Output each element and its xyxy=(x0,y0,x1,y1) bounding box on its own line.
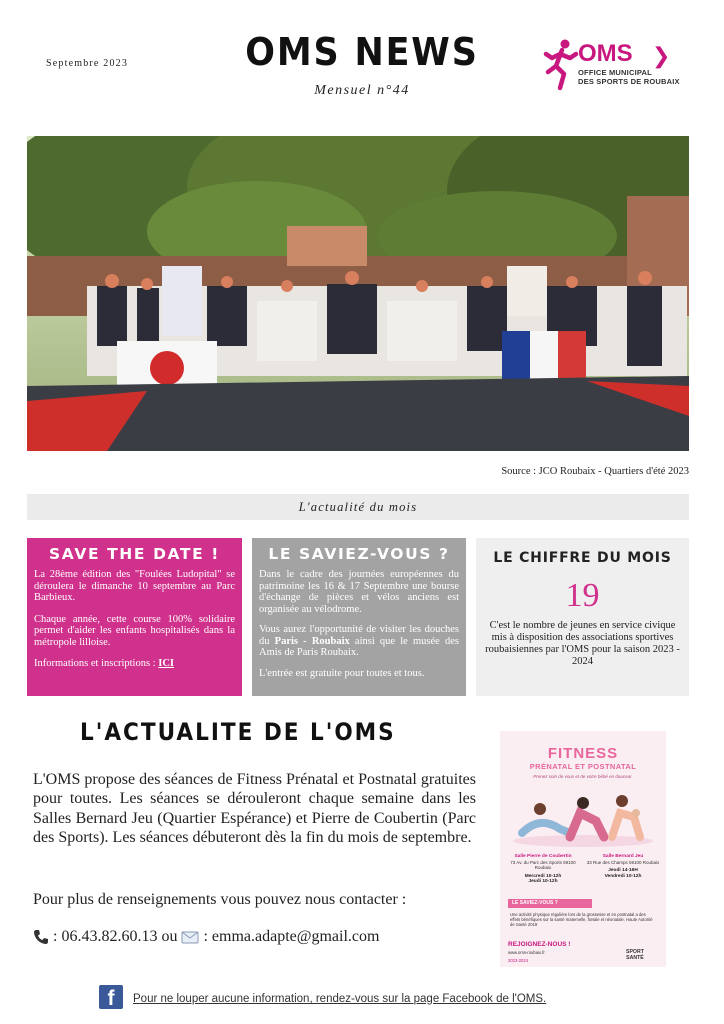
email-address[interactable]: : emma.adapte@gmail.com xyxy=(203,928,380,945)
poster-text: Une activité physique régulière lors de la grossesse et en postnatal a des effets bénéfiques sur la santé maternelle, fœtale et néonatale. Haute Autorité de Santé 2019 xyxy=(510,912,653,928)
chiffre-number: 19 xyxy=(565,577,600,614)
group-photo xyxy=(27,136,689,451)
save-the-date-heading: SAVE THE DATE ! xyxy=(49,545,220,563)
poster-subtitle: PRÉNATAL ET POSTNATAL xyxy=(529,762,637,771)
actualite-title: L'ACTUALITE DE L'OMS xyxy=(80,718,396,746)
facebook-icon[interactable]: f xyxy=(99,985,123,1009)
oms-logo[interactable] xyxy=(542,38,692,96)
poster-join: REJOIGNEZ-NOUS ! xyxy=(508,941,571,948)
envelope-icon xyxy=(181,930,199,944)
le-saviez-vous-text-2: Vous aurez l'opportunité de visiter les douches du Paris - Roubaix ainsi que le musée des Amis de Paris Roubaix. xyxy=(259,624,459,658)
save-the-date-box xyxy=(27,538,242,696)
issue-number: Mensuel n°44 xyxy=(314,83,410,98)
save-the-date-text-2: Chaque année, cette course 100% solidaire permet d'aider les enfants hospitalisés dans la métropole lilloise. xyxy=(34,613,235,648)
save-the-date-text-1: La 28ème édition des "Foulées Ludopital" se déroulera le dimanche 10 septembre au Parc Barbieux. xyxy=(34,569,235,603)
le-saviez-vous-text-3: L'entrée est gratuite pour toutes et tous. xyxy=(259,667,425,679)
ici-link[interactable]: ICI xyxy=(158,658,174,669)
le-saviez-vous-text-1: Dans le cadre des journées européennes du patrimoine les 16 & 17 Septembre une bourse d'échange de pièces et vélos anciens est organisée au vélodrome. xyxy=(259,569,459,615)
logo-text: OMS xyxy=(578,40,633,67)
chiffre-description: C'est le nombre de jeunes en service civique mis à disposition des associations sportives roubaisiennes par l'OMS pour la saison 2023 - 2024 xyxy=(485,620,680,667)
phone-icon xyxy=(33,929,49,945)
issue-date: Septembre 2023 xyxy=(46,58,129,69)
phone-number[interactable]: : 06.43.82.60.13 ou xyxy=(53,928,178,945)
poster-url: www.oms-roubaix.fr xyxy=(508,950,545,955)
le-saviez-vous-heading: LE SAVIEZ-VOUS ? xyxy=(268,545,450,563)
actualite-paragraph: L'OMS propose des séances de Fitness Prénatal et Postnatal gratuites pour toutes. Les séances se dérouleront chaque semaine dans les Salles Bernard Jeu (Quartier Espérance) et Pierre de Coubertin (Parc des Sports). Les séances débuteront dès la fin du mois de septembre. xyxy=(33,771,476,847)
chiffre-heading: LE CHIFFRE DU MOIS xyxy=(493,550,672,566)
newsletter-title: OMS NEWS xyxy=(245,30,479,74)
photo-caption: Source : JCO Roubaix - Quartiers d'été 2023 xyxy=(501,466,689,477)
poster-tagline: Prenez soin de vous et de votre bébé en douceur. xyxy=(533,774,633,779)
logo-subtitle: OFFICE MUNICIPAL DES SPORTS DE ROUBAIX xyxy=(578,68,680,86)
poster-title: FITNESS xyxy=(547,745,619,762)
poster-years: 2023-2024 xyxy=(508,958,529,963)
facebook-page-link[interactable]: Pour ne louper aucune information, rendez-vous sur la page Facebook de l'OMS. xyxy=(133,993,547,1005)
contact-line xyxy=(33,928,379,946)
fitness-illustration xyxy=(500,783,666,853)
fitness-poster xyxy=(500,731,666,967)
poster-location-1: Salle Pierre de Coubertin 73 Av. du Parc des Sports 59100 Roubaix Mercredi 10-12h Jeudi 10-12h xyxy=(510,854,576,884)
runner-logo-icon xyxy=(542,38,580,94)
le-saviez-vous-box xyxy=(252,538,466,696)
chevron-right-icon: ❯ xyxy=(652,44,671,69)
poster-location-2: Salle Bernard Jeu 33 Rue des Champs 59100 Roubaix Jeudi 14-16H Vendredi 10-12h xyxy=(586,854,660,879)
contact-intro: Pour plus de renseignements vous pouvez nous contacter : xyxy=(33,891,407,908)
poster-saviez-badge: LE SAVIEZ-VOUS ? xyxy=(508,899,592,908)
save-the-date-info: Informations et inscriptions : ICI xyxy=(34,658,174,669)
sport-sante-logo: SPORT SANTÉ xyxy=(626,949,644,961)
section-banner: L'actualité du mois xyxy=(27,494,689,520)
chiffre-du-mois-box xyxy=(476,538,689,696)
